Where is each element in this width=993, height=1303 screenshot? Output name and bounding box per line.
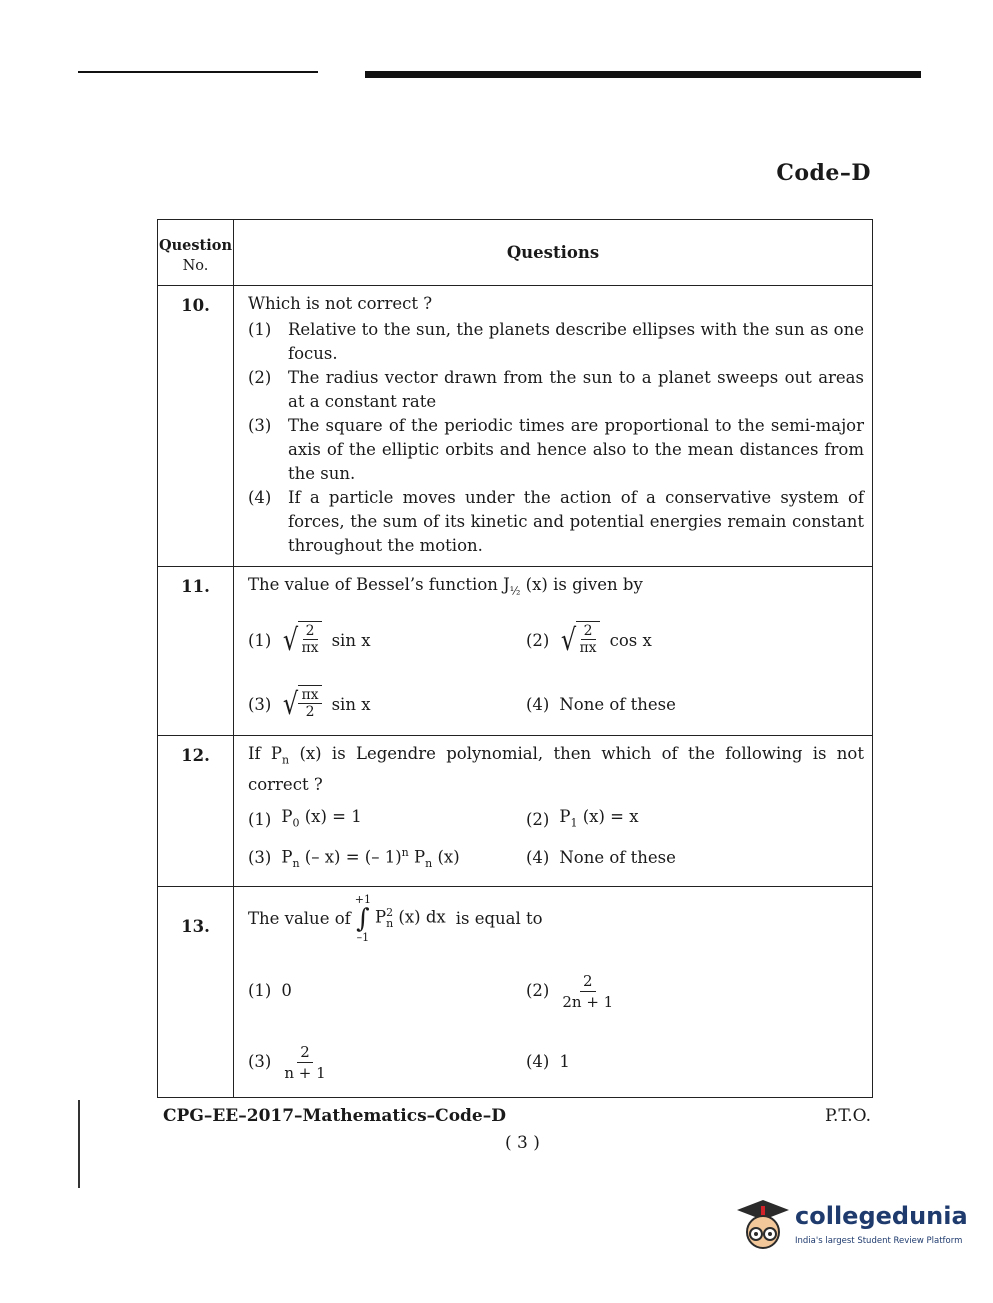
question-row-12	[158, 736, 873, 886]
question-body	[233, 286, 872, 567]
option: (1) 0	[247, 981, 292, 1001]
top-rule-right	[365, 71, 921, 78]
question-stem: If $P_n$ (x) is Legendre polynomial, then which of the following is not correct ?	[247, 744, 864, 794]
option: (3) √ $\frac{\pi x}{2}$ sin x	[248, 685, 526, 725]
question-body	[233, 886, 872, 1097]
paper-code: Code–D	[776, 160, 871, 186]
option: (3) $P_n$ (– x) = (– 1)$^n$ $P_n$ (x)	[247, 845, 460, 870]
page-number: ( 3 )	[505, 1133, 540, 1153]
option: (4) If a particle moves under the action of a conservative system of forces, the sum of its kinetic and potential energies remain constant throughout the motion.	[247, 488, 864, 555]
question-body	[233, 567, 872, 736]
column-header-question-no: Question No.	[158, 220, 234, 286]
sqrt-expression: √ $\frac{\pi x}{2}$	[281, 685, 321, 725]
options-grid	[248, 621, 864, 725]
option: (1) $P_0$ (x) = 1	[247, 806, 362, 829]
option: (2) $\frac{2}{2n + 1}$	[525, 971, 614, 1011]
question-row-10	[158, 286, 873, 567]
question-row-11	[158, 567, 873, 736]
footer-paper-id: CPG–EE–2017–Mathematics–Code–D	[163, 1106, 506, 1126]
footer-pto: P.T.O.	[825, 1106, 871, 1126]
top-rule-left	[78, 71, 318, 73]
option: (1) √ $\frac{2}{\pi x}$ sin x	[248, 621, 526, 661]
options-grid	[248, 971, 864, 1083]
sqrt-expression: √ $\frac{2}{\pi x}$	[559, 621, 599, 661]
option: (2) √ $\frac{2}{\pi x}$ cos x	[526, 621, 864, 661]
option: (3) The square of the periodic times are proportional to the semi-major axis of the elliptic orbits and hence also to the mean distances from the sun.	[247, 416, 864, 483]
option: (3) $\frac{2}{n + 1}$	[247, 1042, 326, 1082]
question-number: 12.	[158, 736, 234, 886]
brand-name: collegedunia	[795, 1202, 968, 1230]
question-number: 13.	[158, 886, 234, 1097]
question-number: 11.	[158, 567, 234, 736]
table-header-row	[158, 220, 873, 286]
option: (1) Relative to the sun, the planets describe ellipses with the sun as one focus.	[247, 320, 864, 363]
question-number: 10.	[158, 286, 234, 567]
brand-tagline: India's largest Student Review Platform	[795, 1236, 963, 1246]
option: (4) None of these	[525, 848, 676, 868]
question-stem: The value of Bessel’s function $J_{\frac{1}{2}}$ (x) is given by	[247, 575, 643, 598]
option: (4) 1	[525, 1052, 570, 1072]
column-header-questions: Questions	[233, 220, 872, 286]
option: (4) None of these	[525, 695, 676, 715]
sqrt-expression: √ $\frac{2}{\pi x}$	[281, 621, 321, 661]
options-grid	[248, 805, 864, 876]
integral-sign: +1 ∫ –1	[354, 892, 371, 944]
question-body	[233, 736, 872, 886]
questions-table	[157, 219, 873, 1098]
question-row-13	[158, 886, 873, 1097]
option: (2) $P_1$ (x) = x	[525, 806, 639, 829]
collegedunia-watermark	[735, 1196, 968, 1256]
mascot-icon	[735, 1196, 791, 1256]
left-margin-line	[78, 1100, 80, 1188]
question-stem: Which is not correct ?	[247, 294, 433, 313]
question-stem: The value of +1 ∫ –1 $P^2_n$ (x) dx is equal to	[247, 892, 543, 944]
option: (2) The radius vector drawn from the sun to a planet sweeps out areas at a constant rate	[247, 368, 864, 411]
